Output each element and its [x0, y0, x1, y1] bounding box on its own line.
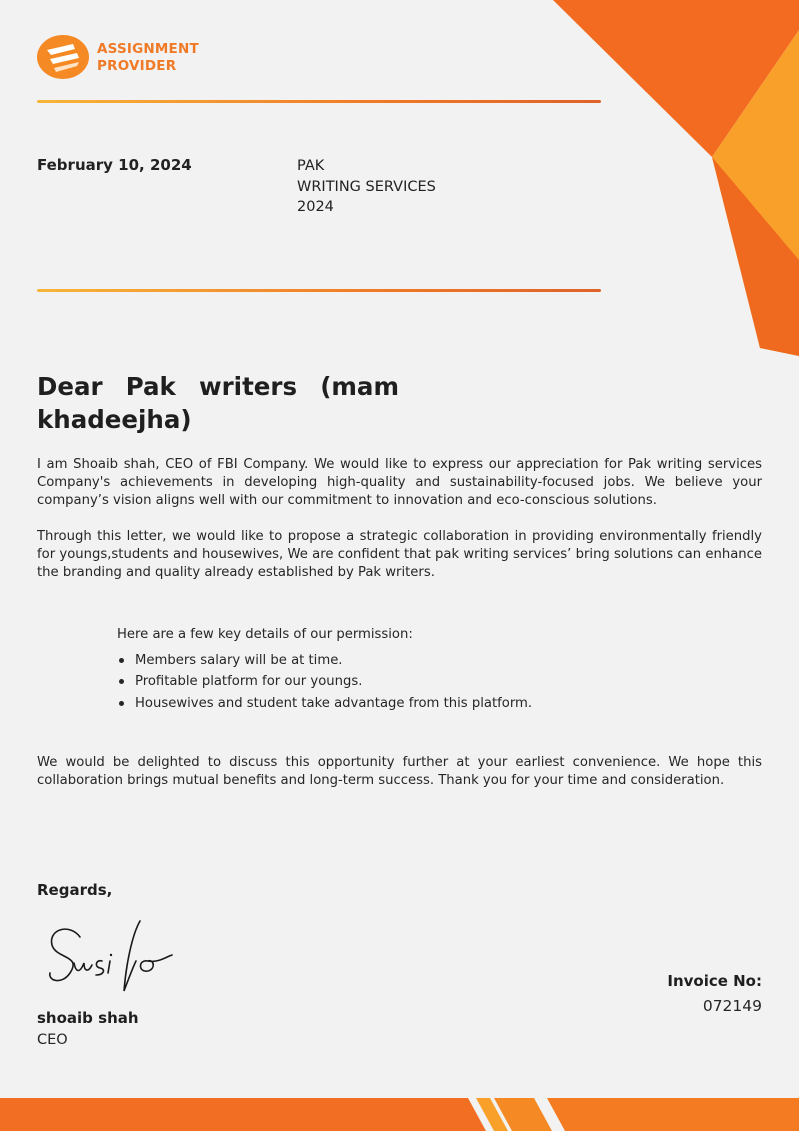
- signature-image: [40, 915, 190, 1000]
- brand-name-line1: ASSIGNMENT: [97, 41, 199, 57]
- body-paragraph: Through this letter, we would like to propose a strategic collaboration in providing environmentally friendly for youngs,students and housewives, We are confident that pak writing services’ bring solutions can enhance the branding and quality already established by Pak writers.: [37, 529, 762, 581]
- list-item: Housewives and student take advantage from this platform.: [117, 693, 532, 714]
- closing-paragraph: We would be delighted to discuss this opportunity further at your earliest convenience. We hope this collaboration brings mutual benefits and long-term success. Thank you for your time and consideration.: [37, 755, 762, 789]
- brand-name: [97, 41, 199, 75]
- regards-label: Regards,: [37, 881, 113, 899]
- brand-logo-icon: [37, 35, 89, 79]
- invoice-number: 072149: [702, 997, 762, 1015]
- footer-stripe: [547, 1098, 799, 1131]
- letter-date: February 10, 2024: [37, 156, 192, 174]
- invoice-label: Invoice No:: [667, 972, 762, 990]
- header-divider: [37, 100, 601, 103]
- signer-name: shoaib shah: [37, 1009, 139, 1027]
- brand-name-line2: PROVIDER: [97, 58, 177, 74]
- body-paragraph: I am Shoaib shah, CEO of FBI Company. We would like to express our appreciation for Pak writing services Company's achievements in developing high-quality and sustainability-focused jobs. We believe your company’s vision aligns well with our commitment to innovation and eco-conscious solutions.: [37, 457, 762, 509]
- recipient-line: PAK: [297, 158, 325, 174]
- section-divider: [37, 289, 601, 292]
- recipient-line: 2024: [297, 199, 334, 215]
- details-intro: Here are a few key details of our permission:: [117, 627, 413, 642]
- footer-decoration: [0, 1098, 799, 1131]
- footer-stripe: [0, 1098, 486, 1131]
- salutation-heading: Dear Pak writers (mam khadeejha): [37, 372, 399, 434]
- details-list: [117, 650, 532, 714]
- list-item: Members salary will be at time.: [117, 650, 532, 671]
- list-item: Profitable platform for our youngs.: [117, 671, 532, 692]
- recipient-line: WRITING SERVICES: [297, 178, 436, 195]
- recipient-block: [297, 156, 436, 218]
- signer-title: CEO: [37, 1032, 68, 1048]
